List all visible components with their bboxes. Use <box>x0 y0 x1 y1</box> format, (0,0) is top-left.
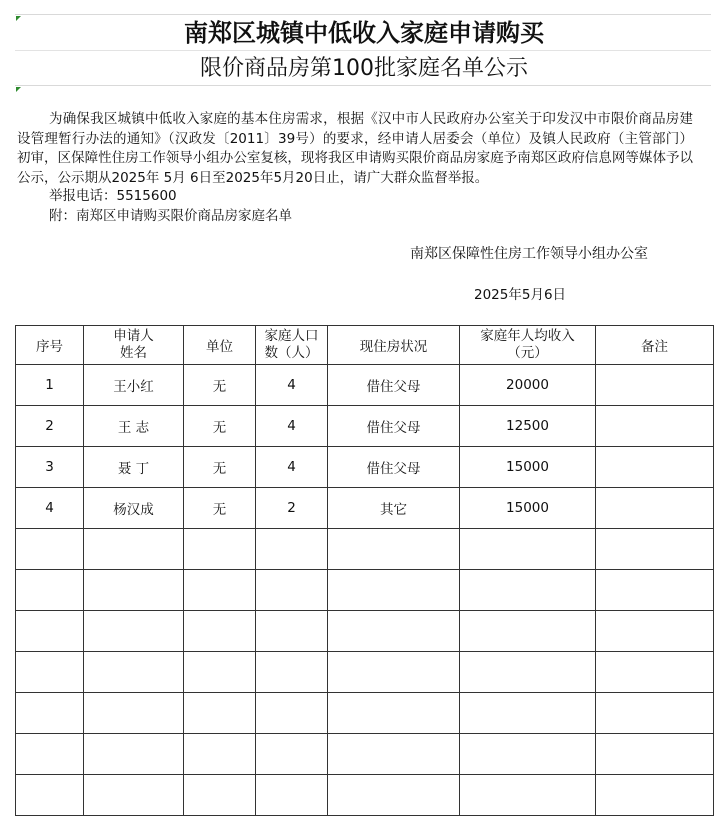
header-income <box>460 326 596 365</box>
empty-row <box>16 529 714 570</box>
hotline: 举报电话：5515600 <box>49 188 177 204</box>
header-applicant-line1: 申请人 <box>113 328 154 344</box>
cell-income: 15000 <box>460 447 596 488</box>
header-size-line2: 数（人） <box>264 345 319 361</box>
header-applicant <box>84 326 184 365</box>
empty-row <box>16 652 714 693</box>
header-size <box>256 326 328 365</box>
cell-remark <box>596 488 714 529</box>
cell-income: 20000 <box>460 365 596 406</box>
cell-size: 4 <box>256 406 328 447</box>
header-housing: 现住房状况 <box>328 326 460 365</box>
cell-remark <box>596 365 714 406</box>
notice-paragraph: 为确保我区城镇中低收入家庭的基本住房需求，根据《汉中市人民政府办公室关于印发汉中市限价商品房建设管理暂行办法的通知》（汉政发〔2011〕39号）的要求，经申请人居委会（单位）及镇人民政府（主管部门）初审，区保障性住房工作领导小组办公室复核，现将我区申请购买限价商品房家庭予南郑区政府信息网等媒体予以公示，公示期从2025年 5月 6日至2025年5月20日止，请广大群众监督举报。 <box>17 111 693 186</box>
page-subtitle: 限价商品房第100批家庭名单公示 <box>200 56 528 81</box>
header-income-line2: （元） <box>507 345 548 361</box>
page-title: 南郑区城镇中低收入家庭申请购买 <box>184 19 544 47</box>
empty-row <box>16 734 714 775</box>
cell-unit: 无 <box>184 406 256 447</box>
applicant-table <box>15 325 714 816</box>
empty-row <box>16 611 714 652</box>
cell-size: 2 <box>256 488 328 529</box>
cell-housing: 借住父母 <box>328 447 460 488</box>
cell-size: 4 <box>256 447 328 488</box>
cell-income: 15000 <box>460 488 596 529</box>
cell-unit: 无 <box>184 447 256 488</box>
cell-housing: 借住父母 <box>328 365 460 406</box>
empty-row <box>16 775 714 816</box>
header-unit: 单位 <box>184 326 256 365</box>
table-row <box>16 488 714 529</box>
title-divider <box>15 50 711 51</box>
cell-remark <box>596 447 714 488</box>
cell-income: 12500 <box>460 406 596 447</box>
cell-no: 2 <box>16 406 84 447</box>
cell-name: 聂 丁 <box>84 447 184 488</box>
cell-marker-icon <box>16 87 21 92</box>
header-no: 序号 <box>16 326 84 365</box>
cell-no: 1 <box>16 365 84 406</box>
empty-row <box>16 693 714 734</box>
cell-unit: 无 <box>184 365 256 406</box>
cell-name: 王 志 <box>84 406 184 447</box>
cell-name: 王小红 <box>84 365 184 406</box>
table-row <box>16 406 714 447</box>
issuer: 南郑区保障性住房工作领导小组办公室 <box>410 246 648 262</box>
header-size-line1: 家庭人口 <box>264 328 319 344</box>
issue-date: 2025年5月6日 <box>474 287 567 303</box>
cell-name: 杨汉成 <box>84 488 184 529</box>
cell-housing: 其它 <box>328 488 460 529</box>
table-header-row <box>16 326 714 365</box>
empty-row <box>16 570 714 611</box>
header-applicant-line2: 姓名 <box>120 345 147 361</box>
header-remark: 备注 <box>596 326 714 365</box>
cell-housing: 借住父母 <box>328 406 460 447</box>
cell-remark <box>596 406 714 447</box>
cell-no: 4 <box>16 488 84 529</box>
table-row <box>16 365 714 406</box>
attachment-note: 附：南郑区申请购买限价商品房家庭名单 <box>49 208 292 224</box>
cell-unit: 无 <box>184 488 256 529</box>
cell-no: 3 <box>16 447 84 488</box>
table-row <box>16 447 714 488</box>
cell-size: 4 <box>256 365 328 406</box>
header-income-line1: 家庭年人均收入 <box>480 328 575 344</box>
